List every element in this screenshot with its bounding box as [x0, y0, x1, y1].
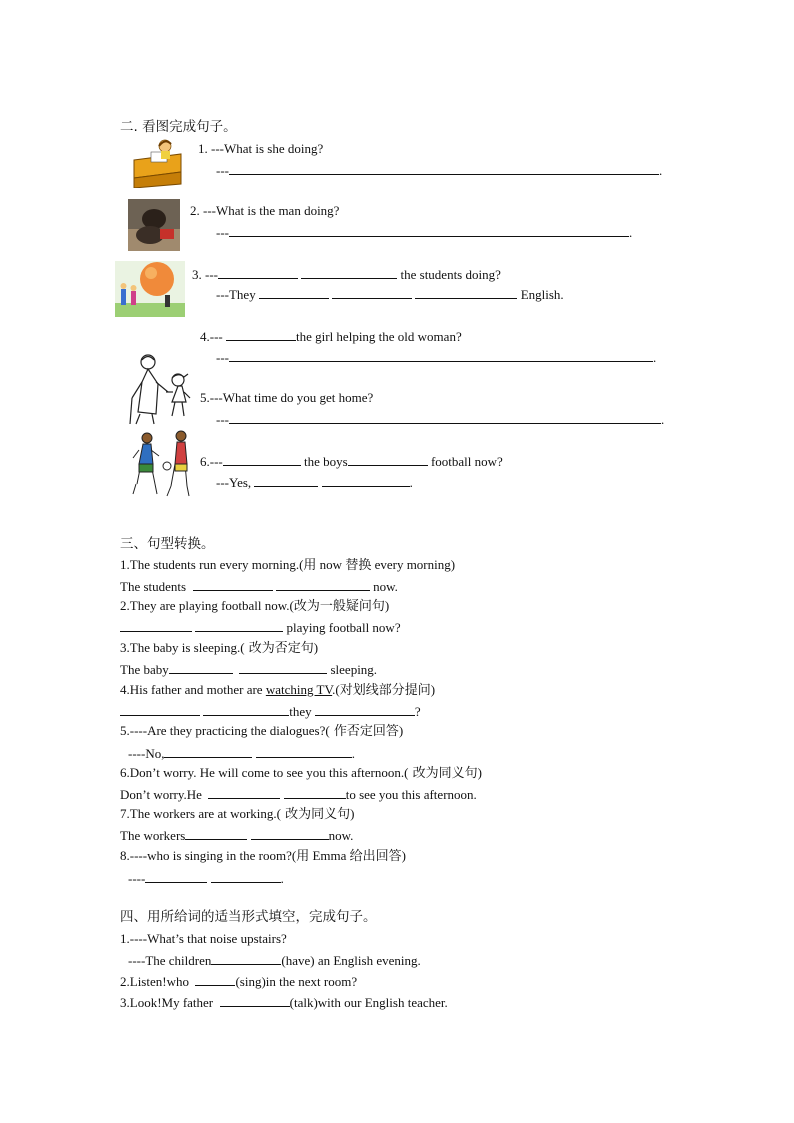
s3-q1-answer [120, 578, 398, 595]
q4-answer-blank[interactable] [229, 349, 653, 362]
q4-question-blank[interactable] [226, 328, 296, 341]
q6-question-line [200, 453, 503, 470]
q5-answer-end: . [661, 412, 665, 427]
s3-q6-answer-suffix: to see you this afternoon. [345, 787, 477, 802]
s3-q4-blank-3[interactable] [315, 703, 415, 716]
s3-q5-line [120, 723, 403, 740]
s3-q5-blank-2[interactable] [256, 745, 352, 758]
s3-q5-text: 5.----Are they practicing the dialogues?( [120, 723, 330, 738]
s3-q3-cjk: 改为否定句 [244, 641, 314, 656]
girl-helping-old-woman-picture [126, 352, 198, 428]
s3-q4-answer [120, 703, 421, 720]
s3-q5-answer-prefix: ----No, [128, 746, 165, 761]
q2-answer-prefix: --- [216, 225, 229, 240]
s3-q7-text: 7.The workers are at working.( [120, 806, 281, 821]
s3-q4-cjk: 对划线部分提问 [339, 683, 431, 698]
q3-question-prefix: 3. --- [192, 267, 218, 282]
s3-q5-answer-end: . [351, 746, 355, 761]
q1-answer-prefix: --- [216, 163, 229, 178]
s3-q8-answer-end: . [280, 871, 284, 886]
man-photo-picture [128, 199, 180, 251]
s3-q2-end: ) [384, 598, 390, 613]
s3-q3-line [120, 640, 318, 657]
s3-q4-answer-end: ? [414, 704, 421, 719]
q4-answer-prefix: --- [216, 350, 229, 365]
s3-q1-line [120, 557, 455, 574]
q6-question-mid-2: football now? [430, 454, 503, 469]
s3-q8-answer-prefix: ---- [128, 871, 146, 886]
s3-q3-answer-suffix: sleeping. [330, 662, 378, 677]
s3-q3-blank-2[interactable] [239, 661, 327, 674]
q6-answer-blank-2[interactable] [322, 474, 410, 487]
q3-question-mid: the students doing? [400, 267, 501, 282]
q6-question-blank-2[interactable] [348, 453, 428, 466]
students-picture [115, 261, 185, 317]
s4-q1-answer-suffix: (have) an English evening. [281, 953, 421, 968]
s3-q6-end: ) [477, 765, 482, 780]
s3-q1-cjk-b: 替换 [345, 558, 372, 573]
s4-q2-prefix: 2.Listen!who [120, 974, 189, 989]
s3-q7-answer-prefix: The workers [120, 828, 186, 843]
q4-answer-end: . [653, 350, 657, 365]
s3-q7-blank-2[interactable] [251, 827, 329, 840]
s3-q1-blank-1[interactable] [193, 578, 273, 591]
s3-q8-text: 8.----who is singing in the room?( [120, 848, 297, 863]
q3-question-line [192, 266, 501, 283]
s3-q4-underlined: watching TV [265, 682, 333, 697]
boys-playing-football-picture [131, 428, 195, 500]
s4-q3-prefix: 3.Look!My father [120, 995, 214, 1010]
s3-q4-line [120, 682, 435, 699]
q5-question: 5.---What time do you get home? [200, 390, 374, 405]
s3-q7-answer [120, 827, 353, 844]
s3-q3-text: 3.The baby is sleeping.( [120, 640, 245, 655]
q3-answer-blank-2[interactable] [332, 286, 412, 299]
q2-question: 2. ---What is the man doing? [190, 203, 340, 218]
q1-question: 1. ---What is she doing? [198, 141, 324, 156]
s4-q3-blank[interactable] [220, 994, 290, 1007]
girl-writing-at-desk-picture [131, 138, 185, 188]
q5-answer-blank[interactable] [229, 411, 661, 424]
q1-answer-blank[interactable] [229, 162, 659, 175]
q2-answer-end: . [629, 225, 633, 240]
s3-q1-text-a: 1.The students run every morning.( [120, 557, 304, 572]
s3-q6-answer-prefix: Don’t worry.He [120, 787, 202, 802]
s3-q7-cjk: 改为同义句 [281, 807, 351, 822]
s3-q1-blank-2[interactable] [276, 578, 370, 591]
s3-q7-blank-1[interactable] [185, 827, 247, 840]
s3-q2-blank-2[interactable] [195, 619, 283, 632]
q4-question-line [200, 328, 462, 345]
q6-answer-line [216, 474, 413, 491]
q6-answer-end: . [409, 475, 413, 490]
q3-answer-end: English. [520, 287, 564, 302]
s3-q1-text-b: now [316, 557, 346, 572]
s3-q2-answer [120, 619, 401, 636]
q2-answer-line [216, 224, 632, 241]
s4-q1-line: 1.----What’s that noise upstairs? [120, 931, 287, 946]
q3-question-blank-1[interactable] [218, 266, 298, 279]
s4-q3-line [120, 994, 448, 1011]
s3-q1-answer-prefix: The students [120, 579, 187, 594]
s3-q4-text2: .( [332, 682, 340, 697]
s3-q8-text2: Emma [309, 848, 350, 863]
q3-answer-prefix: ---They [216, 287, 256, 302]
s3-q1-cjk-a: 用 [303, 558, 317, 573]
s4-q3-suffix: (talk)with our English teacher. [289, 995, 448, 1010]
section2-title: 二. 看图完成句子。 [120, 119, 237, 135]
s3-q4-answer-mid: they [289, 704, 312, 719]
s3-q2-text: 2.They are playing football now.( [120, 598, 294, 613]
s3-q6-blank-1[interactable] [208, 786, 280, 799]
s3-q7-line [120, 806, 354, 823]
s3-q6-blank-2[interactable] [284, 786, 346, 799]
s3-q7-answer-suffix: now. [328, 828, 354, 843]
q3-answer-blank-3[interactable] [415, 286, 517, 299]
section4-title: 四、用所给词的适当形式填空，完成句子。 [120, 909, 377, 925]
s4-q2-suffix: (sing)in the next room? [235, 974, 358, 989]
s3-q3-end: ) [313, 640, 319, 655]
s3-q8-blank-2[interactable] [211, 870, 281, 883]
s3-q8-answer [128, 870, 284, 887]
s3-q8-end: ) [401, 848, 407, 863]
s3-q3-answer-prefix: The baby [120, 662, 169, 677]
s4-q1-answer-prefix: ----The children [128, 953, 212, 968]
q5-answer-prefix: --- [216, 412, 229, 427]
s3-q7-end: ) [350, 806, 355, 821]
q4-answer-line [216, 349, 656, 366]
q2-answer-blank[interactable] [229, 224, 629, 237]
q3-answer-blank-1[interactable] [259, 286, 329, 299]
s3-q5-answer [128, 745, 355, 762]
section3-title: 三、句型转换。 [120, 536, 215, 552]
q4-question-mid: the girl helping the old woman? [296, 329, 462, 344]
s3-q4-blank-1[interactable] [120, 703, 200, 716]
s3-q8-blank-1[interactable] [145, 870, 207, 883]
s3-q2-blank-1[interactable] [120, 619, 192, 632]
s3-q1-text-c: every morning) [371, 557, 456, 572]
q5-answer-line [216, 411, 664, 428]
q4-question-prefix: 4.--- [200, 329, 223, 344]
q1-answer-end: . [659, 163, 663, 178]
s3-q3-answer [120, 661, 377, 678]
s3-q6-text: 6.Don’t worry. He will come to see you this afternoon.( [120, 765, 409, 780]
s3-q8-cjk: 用 [296, 849, 310, 864]
s3-q4-text: 4.His father and mother are [120, 682, 266, 697]
s4-q2-line [120, 973, 357, 990]
s3-q4-end: ) [430, 682, 436, 697]
q6-answer-prefix: ---Yes, [216, 475, 252, 490]
s3-q6-cjk: 改为同义句 [408, 766, 478, 781]
s4-q1-answer [128, 952, 421, 969]
s3-q5-end: ) [398, 723, 404, 738]
s3-q5-blank-1[interactable] [164, 745, 252, 758]
s3-q6-line [120, 765, 482, 782]
q6-answer-blank-1[interactable] [254, 474, 318, 487]
s3-q1-answer-suffix: now. [373, 579, 398, 594]
q1-answer-line [216, 162, 662, 179]
q6-question-prefix: 6.--- [200, 454, 223, 469]
s3-q8-cjk2: 给出回答 [349, 849, 402, 864]
q3-answer-line [216, 286, 564, 303]
s3-q8-line [120, 848, 406, 865]
s4-q1-blank[interactable] [211, 952, 281, 965]
s3-q5-cjk: 作否定回答 [329, 724, 399, 739]
q3-question-blank-2[interactable] [301, 266, 397, 279]
s3-q2-line [120, 598, 389, 615]
s3-q3-blank-1[interactable] [169, 661, 233, 674]
s3-q4-blank-2[interactable] [203, 703, 289, 716]
s3-q2-answer-suffix: playing football now? [286, 620, 401, 635]
s3-q6-answer [120, 786, 477, 803]
q6-question-blank-1[interactable] [223, 453, 301, 466]
q6-question-mid-1: the boys [304, 454, 348, 469]
s4-q2-blank[interactable] [195, 973, 235, 986]
s3-q2-cjk: 改为一般疑问句 [293, 599, 385, 614]
